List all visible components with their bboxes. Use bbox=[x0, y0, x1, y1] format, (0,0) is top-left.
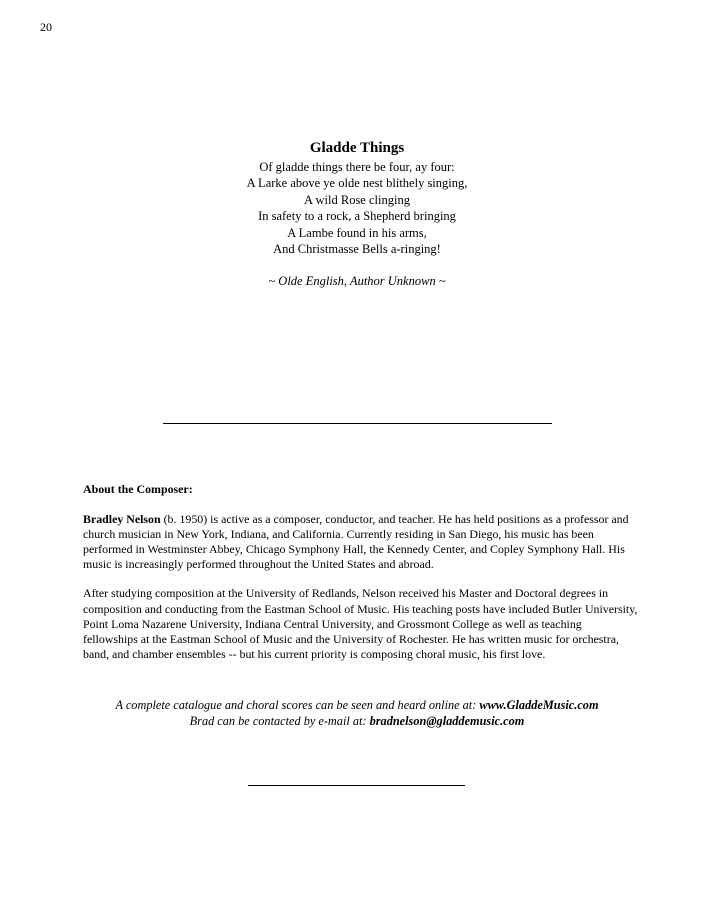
footer-divider bbox=[248, 785, 465, 786]
poem-line: A Larke above ye olde nest blithely singing, bbox=[246, 176, 468, 191]
catalogue-text: A complete catalogue and choral scores can be seen and heard online at: bbox=[115, 698, 480, 712]
email-link[interactable]: bradnelson@gladdemusic.com bbox=[369, 714, 525, 728]
bio-paragraph bbox=[83, 512, 638, 572]
email-line bbox=[60, 713, 654, 729]
poem-title: Gladde Things bbox=[309, 140, 405, 156]
email-text: Brad can be contacted by e-mail at: bbox=[189, 714, 370, 728]
section-divider bbox=[163, 423, 552, 424]
contact-block bbox=[60, 697, 654, 729]
bio-paragraph: After studying composition at the University of Redlands, Nelson received his Master and Doctoral degrees in composition and conducting from the Eastman School of Music. His teaching posts have included Butler University, Point Loma Nazarene University, Indiana Central University, and Grossmont College as well as teaching fellowships at the Eastman School of Music and the University of Rochester. He has written music for orchestra, band, and chamber ensembles -- but his current priority is composing choral music, his first love. bbox=[83, 586, 638, 661]
catalogue-line bbox=[60, 697, 654, 713]
bio-text: (b. 1950) is active as a composer, conductor, and teacher. He has held positions as a professor and church musician in New York, Indiana, and California. Currently residing in San Diego, his music has been performed in Westminster Abbey, Chicago Symphony Hall, the Kennedy Center, and Copley Symphony Hall. His music is increasingly performed throughout the United States and abroad. bbox=[83, 512, 629, 572]
website-link[interactable]: www.GladdeMusic.com bbox=[479, 698, 599, 712]
poem-line: A wild Rose clinging bbox=[304, 192, 410, 207]
page-number: 20 bbox=[40, 20, 52, 34]
composer-name: Bradley Nelson bbox=[83, 512, 161, 527]
poem-block bbox=[157, 139, 557, 289]
about-heading: About the Composer: bbox=[83, 482, 193, 496]
poem-line: Of gladde things there be four, ay four: bbox=[259, 160, 455, 174]
poem-attribution: ~ Olde English, Author Unknown ~ bbox=[268, 274, 446, 289]
poem-line: And Christmasse Bells a-ringing! bbox=[273, 242, 441, 257]
poem-line: A Lambe found in his arms, bbox=[287, 225, 427, 240]
poem-line: In safety to a rock, a Shepherd bringing bbox=[258, 209, 456, 224]
about-composer-section bbox=[83, 482, 638, 676]
